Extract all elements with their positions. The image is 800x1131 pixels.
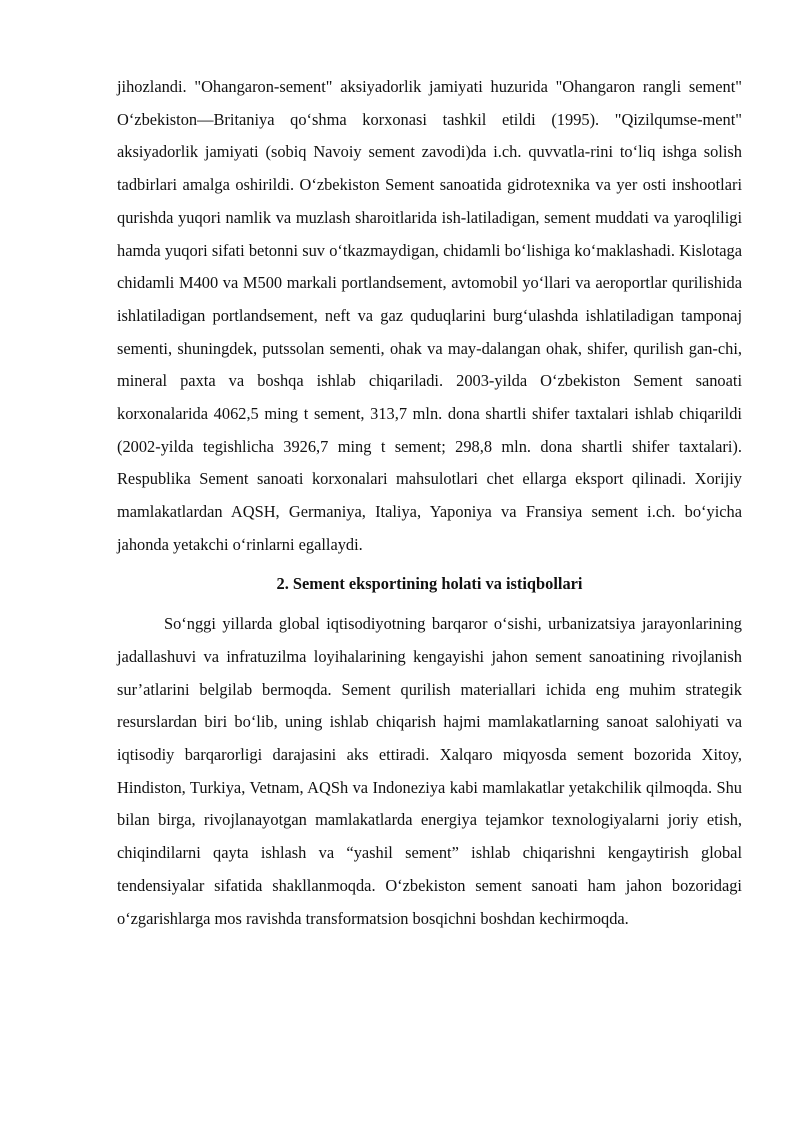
body-paragraph: So‘nggi yillarda global iqtisodiyotning barqaror o‘sishi, urbanizatsiya jarayonlarining jadallashuvi va infratuzilma loyihalarining kengayishi jahon sement sanoatining rivojlanish sur’atlarini belgilab bermoqda. Sement qurilish materiallari ichida eng muhim strategik resurslardan biri bo‘lib, uning ishlab chiqarish hajmi mamlakatlarning sanoat salohiyati va iqtisodiy barqarorligi darajasini aks ettiradi. Xalqaro miqyosda sement bozorida Xitoy, Hindiston, Turkiya, Vetnam, AQSh va Indoneziya kabi mamlakatlar yetakchilik qilmoqda. Shu bilan birga, rivojlanayotgan mamlakatlarda energiya tejamkor texnologiyalarni joriy etish, chiqindilarni qayta ishlash va “yashil sement” ishlab chiqarishni kengaytirish global tendensiyalar sifatida shakllanmoqda. O‘zbekiston sement sanoati ham jahon bozoridagi o‘zgarishlarga mos ravishda transformatsion bosqichni boshdan kechirmoqda.	[117, 614, 742, 928]
section-heading: 2. Sement eksportining holati va istiqbollari	[276, 573, 583, 593]
document-page	[117, 71, 742, 935]
body-paragraph: jihozlandi. "Ohangaron-sement" aksiyadorlik jamiyati huzurida "Ohangaron rangli sement" O‘zbekiston—Britaniya qo‘shma korxonasi tashkil etildi (1995). "Qizilqumse-ment" aksiyadorlik jamiyati (sobiq Navoiy sement zavodi)da i.ch. quvvatla-rini to‘liq ishga solish tadbirlari amalga oshirildi. O‘zbekiston Sement sanoatida gidrotexnika va yer osti inshootlari qurishda yuqori namlik va muzlash sharoitlarida ish-latiladigan, sement muddati va yaroqliligi hamda yuqori sifati betonni suv o‘tkazmaydigan, chidamli bo‘lishiga ko‘maklashadi. Kislotaga chidamli M400 va M500 markali portlandsement, avtomobil yo‘llari va aeroportlar qurilishida ishlatiladigan portlandsement, neft va gaz quduqlarini burg‘ulashda ishlatiladigan tamponaj sementi, shuningdek, putssolan sementi, ohak va may-dalangan ohak, shifer, qurilish gan-chi, mineral paxta va boshqa ishlab chiqariladi. 2003-yilda O‘zbekiston Sement sanoati korxonalarida 4062,5 ming t sement, 313,7 mln. dona shartli shifer taxtalari ishlab chiqarildi (2002-yilda tegishlicha 3926,7 ming t sement; 298,8 mln. dona shartli shifer taxtalari). Respublika Sement sanoati korxonalari mahsulotlari chet ellarga eksport qilinadi. Xorijiy mamlakatlardan AQSH, Germaniya, Italiya, Yaponiya va Fransiya sement i.ch. bo‘yicha jahonda yetakchi o‘rinlarni egallaydi.	[117, 77, 742, 554]
